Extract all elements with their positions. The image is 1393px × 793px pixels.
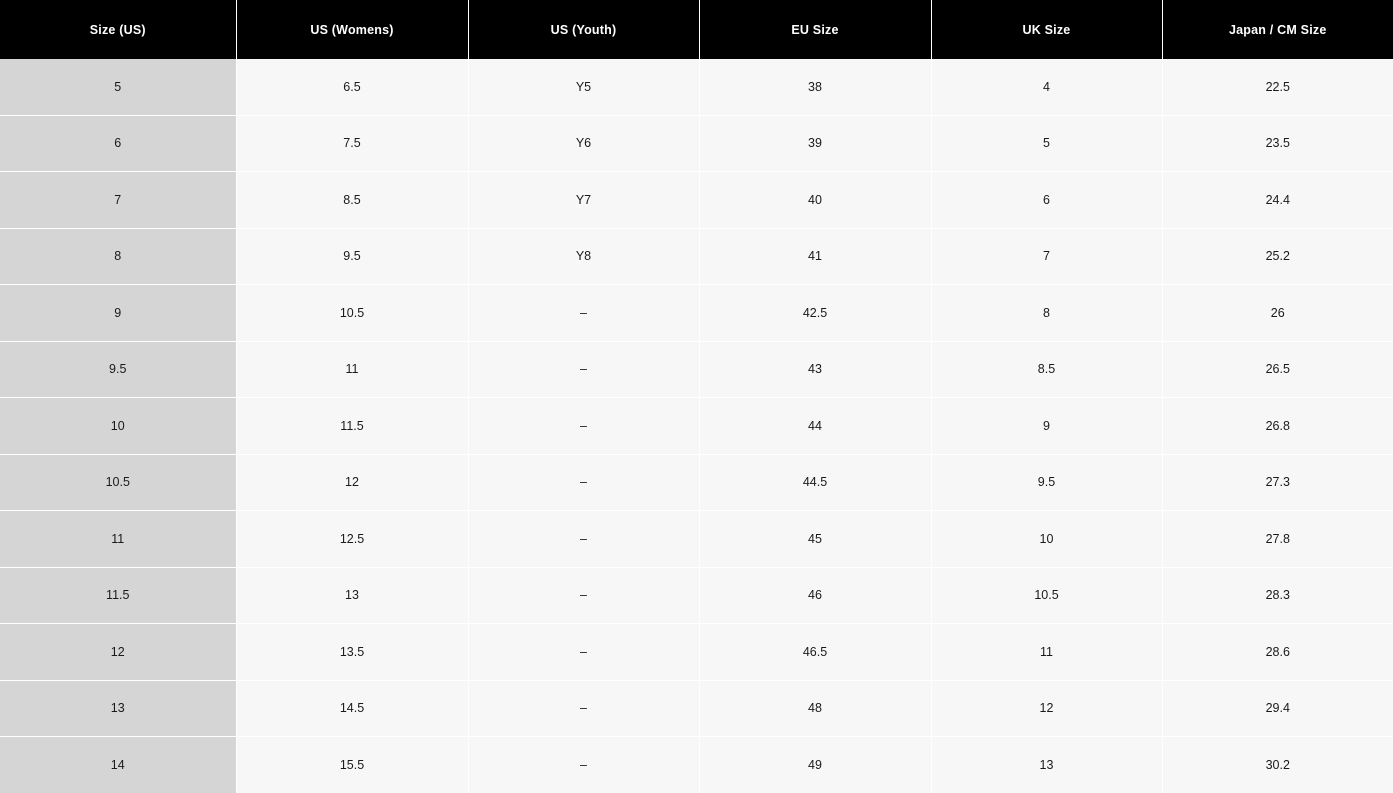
table-cell: 46	[699, 567, 931, 624]
table-cell: 11.5	[236, 398, 468, 455]
table-cell: 28.6	[1162, 624, 1393, 681]
table-row	[0, 341, 1393, 398]
table-cell: 8	[931, 285, 1162, 342]
table-cell: 11	[236, 341, 468, 398]
size-label-cell: 5	[0, 59, 236, 115]
table-cell: –	[468, 454, 699, 511]
table-row	[0, 567, 1393, 624]
table-body	[0, 59, 1393, 793]
column-header-size-us: Size (US)	[0, 0, 236, 59]
size-label-cell: 8	[0, 228, 236, 285]
table-cell: 27.8	[1162, 511, 1393, 568]
table-cell: 12	[931, 680, 1162, 737]
size-label-cell: 7	[0, 172, 236, 229]
table-cell: 8.5	[236, 172, 468, 229]
size-label-cell: 13	[0, 680, 236, 737]
table-cell: 28.3	[1162, 567, 1393, 624]
table-row	[0, 59, 1393, 115]
table-cell: 25.2	[1162, 228, 1393, 285]
column-header-japan-cm-size: Japan / CM Size	[1162, 0, 1393, 59]
table-cell: 42.5	[699, 285, 931, 342]
size-label-cell: 10	[0, 398, 236, 455]
table-cell: 27.3	[1162, 454, 1393, 511]
table-cell: –	[468, 624, 699, 681]
table-cell: 15.5	[236, 737, 468, 793]
table-cell: Y5	[468, 59, 699, 115]
table-cell: 13	[931, 737, 1162, 793]
table-cell: –	[468, 511, 699, 568]
table-cell: 10.5	[236, 285, 468, 342]
table-cell: 23.5	[1162, 115, 1393, 172]
table-cell: 29.4	[1162, 680, 1393, 737]
table-cell: –	[468, 285, 699, 342]
table-cell: 11	[931, 624, 1162, 681]
table-cell: Y6	[468, 115, 699, 172]
table-cell: 40	[699, 172, 931, 229]
size-label-cell: 12	[0, 624, 236, 681]
column-header-uk-size: UK Size	[931, 0, 1162, 59]
table-cell: 9.5	[236, 228, 468, 285]
table-cell: 10	[931, 511, 1162, 568]
table-cell: 8.5	[931, 341, 1162, 398]
table-row	[0, 398, 1393, 455]
table-cell: 12.5	[236, 511, 468, 568]
table-header-row	[0, 0, 1393, 59]
table-cell: 6.5	[236, 59, 468, 115]
table-cell: 44.5	[699, 454, 931, 511]
table-row	[0, 737, 1393, 793]
table-cell: 45	[699, 511, 931, 568]
table-cell: 4	[931, 59, 1162, 115]
size-label-cell: 11.5	[0, 567, 236, 624]
table-cell: 39	[699, 115, 931, 172]
table-cell: 22.5	[1162, 59, 1393, 115]
table-cell: 26.8	[1162, 398, 1393, 455]
table-cell: 49	[699, 737, 931, 793]
table-cell: 6	[931, 172, 1162, 229]
table-cell: 5	[931, 115, 1162, 172]
table-cell: 44	[699, 398, 931, 455]
table-cell: 13.5	[236, 624, 468, 681]
table-cell: 30.2	[1162, 737, 1393, 793]
table-cell: –	[468, 737, 699, 793]
table-row	[0, 680, 1393, 737]
column-header-us-youth: US (Youth)	[468, 0, 699, 59]
table-cell: –	[468, 680, 699, 737]
table-cell: 7	[931, 228, 1162, 285]
size-label-cell: 14	[0, 737, 236, 793]
table-cell: –	[468, 341, 699, 398]
size-label-cell: 9.5	[0, 341, 236, 398]
table-cell: 26	[1162, 285, 1393, 342]
size-label-cell: 6	[0, 115, 236, 172]
column-header-us-womens: US (Womens)	[236, 0, 468, 59]
size-label-cell: 9	[0, 285, 236, 342]
table-cell: 48	[699, 680, 931, 737]
table-row	[0, 172, 1393, 229]
column-header-eu-size: EU Size	[699, 0, 931, 59]
table-cell: 13	[236, 567, 468, 624]
table-cell: 26.5	[1162, 341, 1393, 398]
table-cell: 41	[699, 228, 931, 285]
table-cell: 7.5	[236, 115, 468, 172]
table-row	[0, 511, 1393, 568]
table-row	[0, 228, 1393, 285]
table-cell: –	[468, 398, 699, 455]
table-header	[0, 0, 1393, 59]
table-row	[0, 624, 1393, 681]
table-cell: 24.4	[1162, 172, 1393, 229]
size-label-cell: 10.5	[0, 454, 236, 511]
table-cell: 12	[236, 454, 468, 511]
table-cell: 9.5	[931, 454, 1162, 511]
table-row	[0, 285, 1393, 342]
table-cell: 9	[931, 398, 1162, 455]
table-cell: 10.5	[931, 567, 1162, 624]
table-cell: Y7	[468, 172, 699, 229]
table-cell: Y8	[468, 228, 699, 285]
table-cell: –	[468, 567, 699, 624]
table-row	[0, 454, 1393, 511]
table-cell: 43	[699, 341, 931, 398]
table-row	[0, 115, 1393, 172]
table-cell: 38	[699, 59, 931, 115]
size-label-cell: 11	[0, 511, 236, 568]
table-cell: 14.5	[236, 680, 468, 737]
table-cell: 46.5	[699, 624, 931, 681]
